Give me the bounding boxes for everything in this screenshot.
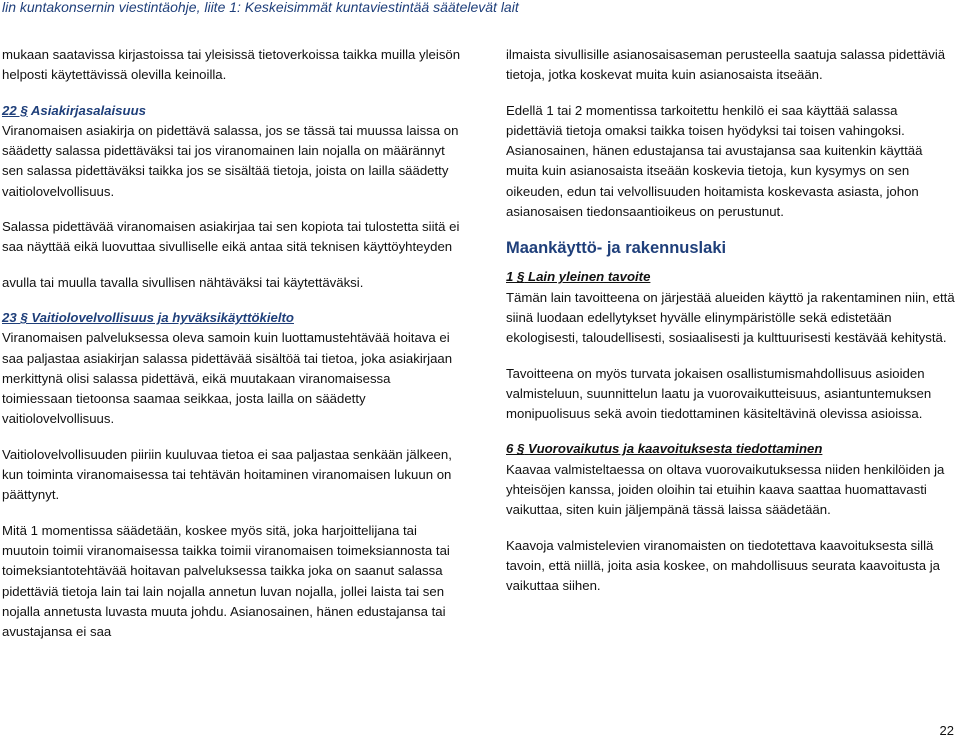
paragraph: Salassa pidettävää viranomaisen asiakirjaa tai sen kopiota tai tulostetta siitä ei saa näyttää eikä luovuttaa sivulliselle eikä antaa sitä teknisen käyttöyhteyden — [2, 219, 460, 255]
paragraph: Viranomaisen asiakirja on pidettävä salassa, jos se tässä tai muussa laissa on säädetty salassa pidettäväksi tai jos viranomainen lain nojalla on määrännyt sen salassa pidettäväksi taikka jos se sisältää tietoja, joista on lailla säädetty vaitiolovelvollisuus. — [2, 122, 459, 199]
section-heading-23: 23 § Vaitiolovelvollisuus ja hyväksikäyttökielto — [2, 309, 294, 325]
header-title: lin kuntakonsernin viestintäohje, liite 1: Keskeisimmät kuntaviestintää säätelevät lait — [2, 0, 519, 15]
section-heading-22 — [2, 101, 464, 121]
page-number: 22 — [939, 723, 954, 738]
right-column — [506, 45, 956, 597]
paragraph: Edellä 1 tai 2 momentissa tarkoitettu henkilö ei saa käyttää salassa pidettäviä tietoja omaksi taikka toisen hyödyksi tai toisen vahingoksi. — [506, 102, 905, 138]
paragraph: Mitä 1 momentissa säädetään, koskee myös sitä, joka harjoittelijana tai muutoin toimii viranomaisessa taikka toimii viranomaisen toimeksiannosta tai toimeksiantotehtävää hoitavan palveluksessa taikka joka on saanut salassa pidettäviä tietoja lain tai lain nojalla annetun luvan nojalla, jollei laista tai sen nojalla annetusta luvasta muuta johdu. Asianosainen, hänen edustajansa tai avustajansa ei saa — [2, 522, 450, 640]
paragraph: mukaan saatavissa kirjastoissa tai yleisissä tietoverkoissa taikka muilla yleisön helposti käytettävissä olevilla keinoilla. — [2, 47, 461, 83]
paragraph: Kaavaa valmisteltaessa on oltava vuorovaikutuksessa niiden henkilöiden ja yhteisöjen kanssa, joiden oloihin tai etuihin kaava saattaa huomattavasti vaikuttaa, siten kuin jäljempänä tässä laissa säädetään. — [506, 461, 945, 518]
section-number: 6 § — [506, 441, 525, 457]
section-number: 22 § — [2, 102, 28, 118]
paragraph: Tämän lain tavoitteena on järjestää alueiden käyttö ja rakentaminen niin, että siinä luodaan edellytykset hyvälle elinympäristölle sekä edistetään ekologisesti, taloudellisesti, sosiaalisesti ja kulttuurisesti kestävää kehitystä. — [506, 289, 955, 346]
paragraph: Vaitiolovelvollisuuden piiriin kuuluvaa tietoa ei saa paljastaa senkään jälkeen, kun toiminta viranomaisessa tai tehtävän hoitaminen viranomaisen lukuun on päättynyt. — [2, 446, 452, 503]
section-title: Vuorovaikutus ja kaavoituksesta tiedottaminen — [528, 441, 823, 457]
document-header — [0, 0, 960, 14]
section-heading-6 — [506, 439, 956, 459]
paragraph: ilmaista sivullisille asianosaisaseman perusteella saatuja salassa pidettäviä tietoja, jotka koskevat muita kuin asianosaista itseään. — [506, 47, 946, 83]
section-number: 1 § — [506, 269, 525, 285]
paragraph: avulla tai muulla tavalla sivullisen nähtäväksi tai käytettäväksi. — [2, 274, 364, 290]
paragraph: Viranomaisen palveluksessa oleva samoin kuin luottamustehtävää hoitava ei saa paljastaa asiakirjan salassa pidettävää sisältöä tai tietoa, joka asiakirjaan merkittynä olisi salassa pidettävä, eikä muutakaan viranomaisessa toimiessaan tietoonsa saamaa seikkaa, josta lailla on säädetty vaitiolovelvollisuus. — [2, 330, 453, 427]
law-title: Maankäyttö- ja rakennuslaki — [506, 239, 727, 258]
paragraph: Asianosainen, hänen edustajansa tai avustajansa saa kuitenkin käyttää muita kuin asianosaista itseään koskevia tietoja, kun kysymys on sen oikeuden, edun tai velvollisuuden hoitamista koskevasta asiasta, johon asianosaisen tiedonsaantioikeus on perustunut. — [506, 143, 923, 220]
paragraph: Tavoitteena on myös turvata jokaisen osallistumismahdollisuus asioiden valmisteluun, suunnittelun laatu ja vuorovaikutteisuus, asiantuntemuksen monipuolisuus sekä avoin tiedottaminen käsiteltävinä olevissa asioissa. — [506, 365, 932, 422]
section-heading-1 — [506, 267, 956, 287]
paragraph: Kaavoja valmistelevien viranomaisten on tiedotettava kaavoituksesta sillä tavoin, että niillä, joita asia koskee, on mahdollisuus seurata kaavoitusta ja vaikuttaa siihen. — [506, 537, 940, 594]
left-column — [2, 45, 464, 642]
section-title: Asiakirjasalaisuus — [30, 102, 146, 118]
section-title: Lain yleinen tavoite — [528, 269, 651, 285]
